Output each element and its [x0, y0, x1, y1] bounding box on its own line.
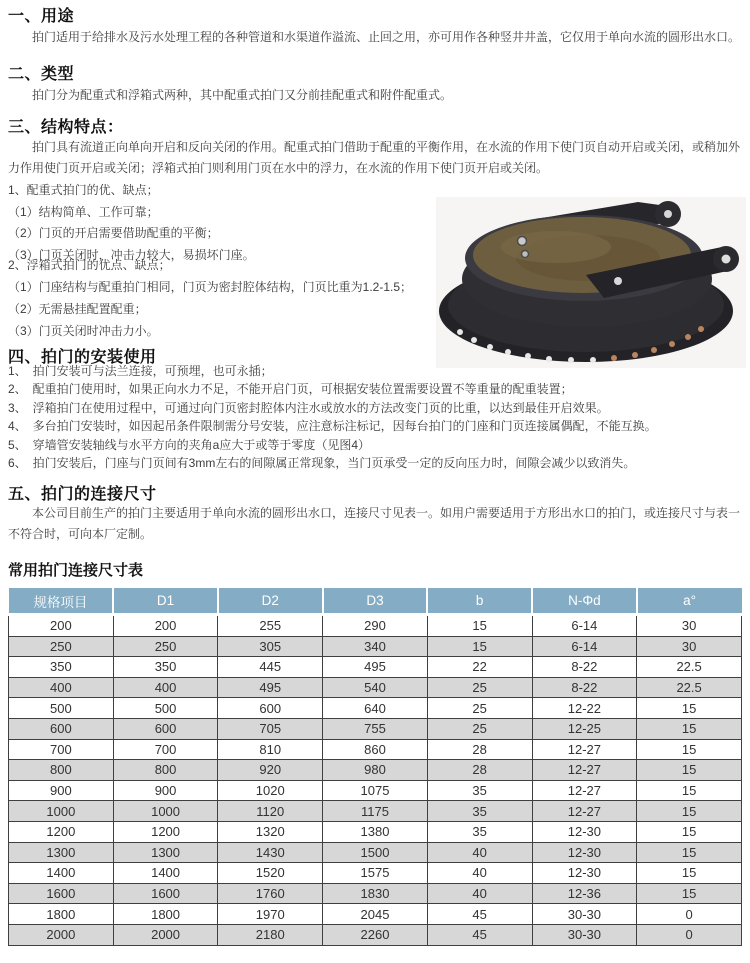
table-cell: 1300 — [9, 842, 114, 863]
table-cell: 810 — [218, 739, 323, 760]
table-cell: 340 — [323, 636, 428, 657]
table-cell: 12-30 — [532, 842, 637, 863]
table-header-row — [9, 588, 742, 615]
table-cell: 1800 — [9, 904, 114, 925]
table-row — [9, 718, 742, 739]
table-cell: 2000 — [9, 924, 114, 945]
text-line: （3）门页关闭时，冲击力较大，易损坏门座。 — [8, 247, 255, 262]
table-cell: 1430 — [218, 842, 323, 863]
table-cell: 30-30 — [532, 924, 637, 945]
table-cell: 6-14 — [532, 636, 637, 657]
table-cell: 400 — [9, 677, 114, 698]
table-cell: 15 — [427, 636, 532, 657]
table-cell: 12-27 — [532, 739, 637, 760]
table-cell: 1300 — [113, 842, 218, 863]
table-cell: 600 — [9, 718, 114, 739]
table-cell: 45 — [427, 904, 532, 925]
col-header-b: b — [427, 588, 532, 615]
text-line: （1）门座结构与配重拍门相同，门页为密封腔体结构，门页比重为1.2-1.5； — [8, 280, 413, 294]
table-cell: 250 — [9, 636, 114, 657]
text-line: （1）结构简单、工作可靠； — [8, 204, 159, 219]
table-cell: 1175 — [323, 801, 428, 822]
section-heading-types: 二、类型 — [8, 66, 75, 83]
table-cell: 28 — [427, 739, 532, 760]
section-heading-installation: 四、拍门的安装使用 — [8, 349, 157, 366]
table-cell: 1830 — [323, 883, 428, 904]
table-body — [9, 615, 742, 946]
features-paragraph: 拍门具有流道正向单向开启和反向关闭的作用。配重式拍门借助于配重的平衡作用，在水流的作用下使门页自动开启或关闭，或稍加外力作用使门页开启或关闭；浮箱式拍门则利用门页在水中的浮力，在水流的作用下使门页开启或关闭。 — [8, 140, 741, 175]
dimension-table — [8, 588, 742, 946]
text-line: （2）门页的开启需要借助配重的平衡； — [8, 226, 219, 240]
table-cell: 12-27 — [532, 760, 637, 781]
usage-paragraph: 拍门适用于给排水及污水处理工程的各种管道和水渠道作溢流、止回之用，亦可用作各种竖井井盖，它仅用于单向水流的圆形出水口。 — [32, 30, 741, 44]
table-cell: 400 — [113, 677, 218, 698]
table-cell: 35 — [427, 821, 532, 842]
text-line: 1、 拍门安装可与法兰连接，可预埋，也可永插； — [8, 364, 273, 378]
table-cell: 1380 — [323, 821, 428, 842]
col-header-d3: D3 — [323, 588, 428, 615]
table-cell: 1075 — [323, 780, 428, 801]
table-cell: 40 — [427, 863, 532, 884]
table-cell: 25 — [427, 677, 532, 698]
table-cell: 1970 — [218, 904, 323, 925]
table-title: 常用拍门连接尺寸表 — [8, 562, 144, 579]
table-cell: 1200 — [113, 821, 218, 842]
table-cell: 25 — [427, 718, 532, 739]
table-cell: 15 — [637, 821, 742, 842]
table-cell: 22.5 — [637, 677, 742, 698]
table-cell: 12-27 — [532, 801, 637, 822]
text-line: 4、 多台拍门安装时，如因起吊条件限制需分号安装，应注意标注标记，因每台拍门的门座和门页连接属偶配，不能互换。 — [8, 419, 657, 434]
dimensions-paragraph: 本公司目前生产的拍门主要适用于单向水流的圆形出水口，连接尺寸见表一。如用户需要适用于方形出水口的拍门，或连接尺寸与表一不符合时，可向本厂定制。 — [8, 506, 741, 541]
table-row — [9, 615, 742, 637]
table-cell: 255 — [218, 615, 323, 637]
table-cell: 755 — [323, 718, 428, 739]
table-cell: 495 — [323, 657, 428, 678]
table-cell: 290 — [323, 615, 428, 637]
table-cell: 600 — [218, 698, 323, 719]
table-cell: 30 — [637, 636, 742, 657]
table-cell: 1320 — [218, 821, 323, 842]
table-cell: 40 — [427, 842, 532, 863]
section-heading-usage: 一、用途 — [8, 8, 75, 25]
table-cell: 920 — [218, 760, 323, 781]
table-cell: 15 — [637, 863, 742, 884]
table-cell: 15 — [637, 760, 742, 781]
table-cell: 40 — [427, 883, 532, 904]
table-cell: 6-14 — [532, 615, 637, 637]
table-cell: 700 — [113, 739, 218, 760]
table-cell: 15 — [637, 801, 742, 822]
table-cell: 305 — [218, 636, 323, 657]
table-cell: 0 — [637, 904, 742, 925]
table-row — [9, 677, 742, 698]
table-cell: 445 — [218, 657, 323, 678]
text-line: （2）无需悬挂配置配重； — [8, 302, 147, 316]
table-cell: 1000 — [113, 801, 218, 822]
table-cell: 900 — [9, 780, 114, 801]
table-cell: 15 — [637, 780, 742, 801]
table-cell: 12-27 — [532, 780, 637, 801]
table-cell: 12-30 — [532, 863, 637, 884]
table-cell: 1600 — [9, 883, 114, 904]
table-cell: 980 — [323, 760, 428, 781]
table-cell: 28 — [427, 760, 532, 781]
text-line: （3）门页关闭时冲击力小。 — [8, 324, 159, 338]
table-cell: 1520 — [218, 863, 323, 884]
table-row — [9, 801, 742, 822]
table-cell: 2045 — [323, 904, 428, 925]
table-cell: 1200 — [9, 821, 114, 842]
table-row — [9, 821, 742, 842]
table-cell: 1120 — [218, 801, 323, 822]
table-cell: 700 — [9, 739, 114, 760]
table-cell: 200 — [113, 615, 218, 637]
table-cell: 500 — [9, 698, 114, 719]
table-cell: 12-36 — [532, 883, 637, 904]
table-cell: 12-22 — [532, 698, 637, 719]
table-cell: 900 — [113, 780, 218, 801]
table-cell: 640 — [323, 698, 428, 719]
table-header — [9, 588, 742, 615]
table-cell: 1020 — [218, 780, 323, 801]
table-cell: 1400 — [9, 863, 114, 884]
table-cell: 1000 — [9, 801, 114, 822]
table-cell: 350 — [113, 657, 218, 678]
table-cell: 25 — [427, 698, 532, 719]
table-cell: 250 — [113, 636, 218, 657]
table-cell: 2260 — [323, 924, 428, 945]
table-cell: 2000 — [113, 924, 218, 945]
table-cell: 2180 — [218, 924, 323, 945]
table-cell: 1760 — [218, 883, 323, 904]
table-cell: 22 — [427, 657, 532, 678]
table-cell: 705 — [218, 718, 323, 739]
table-cell: 500 — [113, 698, 218, 719]
table-cell: 1400 — [113, 863, 218, 884]
table-cell: 1500 — [323, 842, 428, 863]
text-line: 1、配重式拍门的优、缺点； — [8, 183, 159, 197]
product-photo — [436, 197, 746, 368]
col-header-nphid: N-Φd — [532, 588, 637, 615]
table-row — [9, 904, 742, 925]
table-row — [9, 657, 742, 678]
table-cell: 8-22 — [532, 657, 637, 678]
flap-valve-image — [436, 197, 746, 368]
table-cell: 45 — [427, 924, 532, 945]
table-cell: 30-30 — [532, 904, 637, 925]
table-cell: 540 — [323, 677, 428, 698]
col-header-d1: D1 — [113, 588, 218, 615]
table-row — [9, 739, 742, 760]
table-row — [9, 698, 742, 719]
table-cell: 12-30 — [532, 821, 637, 842]
table-cell: 860 — [323, 739, 428, 760]
table-row — [9, 760, 742, 781]
table-cell: 1800 — [113, 904, 218, 925]
table-cell: 15 — [427, 615, 532, 637]
table-cell: 35 — [427, 801, 532, 822]
table-cell: 8-22 — [532, 677, 637, 698]
table-cell: 495 — [218, 677, 323, 698]
table-cell: 15 — [637, 739, 742, 760]
table-row — [9, 780, 742, 801]
table-cell: 0 — [637, 924, 742, 945]
table-cell: 15 — [637, 718, 742, 739]
section-heading-dimensions: 五、拍门的连接尺寸 — [8, 486, 157, 503]
text-line: 5、 穿墙管安装轴线与水平方向的夹角a应大于或等于零度（见图4） — [8, 437, 371, 452]
table-cell: 30 — [637, 615, 742, 637]
col-header-spec: 规格项目 — [9, 588, 114, 615]
table-row — [9, 842, 742, 863]
types-paragraph: 拍门分为配重式和浮箱式两种，其中配重式拍门又分前挂配重式和附件配重式。 — [32, 88, 453, 102]
table-cell: 15 — [637, 842, 742, 863]
table-cell: 12-25 — [532, 718, 637, 739]
text-line: 2、 配重拍门使用时，如果正向水力不足，不能开启门页，可根据安装位置需要设置不等重量的配重装置； — [8, 382, 573, 397]
table-cell: 600 — [113, 718, 218, 739]
text-line: 3、 浮箱拍门在使用过程中，可通过向门页密封腔体内注水或放水的方法改变门页的比重，以达到最佳开启效果。 — [8, 400, 609, 415]
table-cell: 1575 — [323, 863, 428, 884]
installation-list — [8, 362, 738, 472]
col-header-d2: D2 — [218, 588, 323, 615]
table-cell: 1600 — [113, 883, 218, 904]
table-row — [9, 636, 742, 657]
table-cell: 800 — [113, 760, 218, 781]
table-cell: 22.5 — [637, 657, 742, 678]
text-line: 2、浮箱式拍门的优点、缺点； — [8, 258, 171, 272]
section-heading-features: 三、结构特点： — [8, 119, 124, 136]
col-header-angle: a° — [637, 588, 742, 615]
table-row — [9, 924, 742, 945]
text-line: 6、 拍门安装后，门座与门页间有3mm左右的间隙属正常现象，当门页承受一定的反向压力时，间隙会减少以致消失。 — [8, 456, 636, 471]
table-row — [9, 883, 742, 904]
table-cell: 35 — [427, 780, 532, 801]
table-row — [9, 863, 742, 884]
table-cell: 15 — [637, 698, 742, 719]
table-cell: 350 — [9, 657, 114, 678]
table-cell: 15 — [637, 883, 742, 904]
table-cell: 200 — [9, 615, 114, 637]
table-cell: 800 — [9, 760, 114, 781]
